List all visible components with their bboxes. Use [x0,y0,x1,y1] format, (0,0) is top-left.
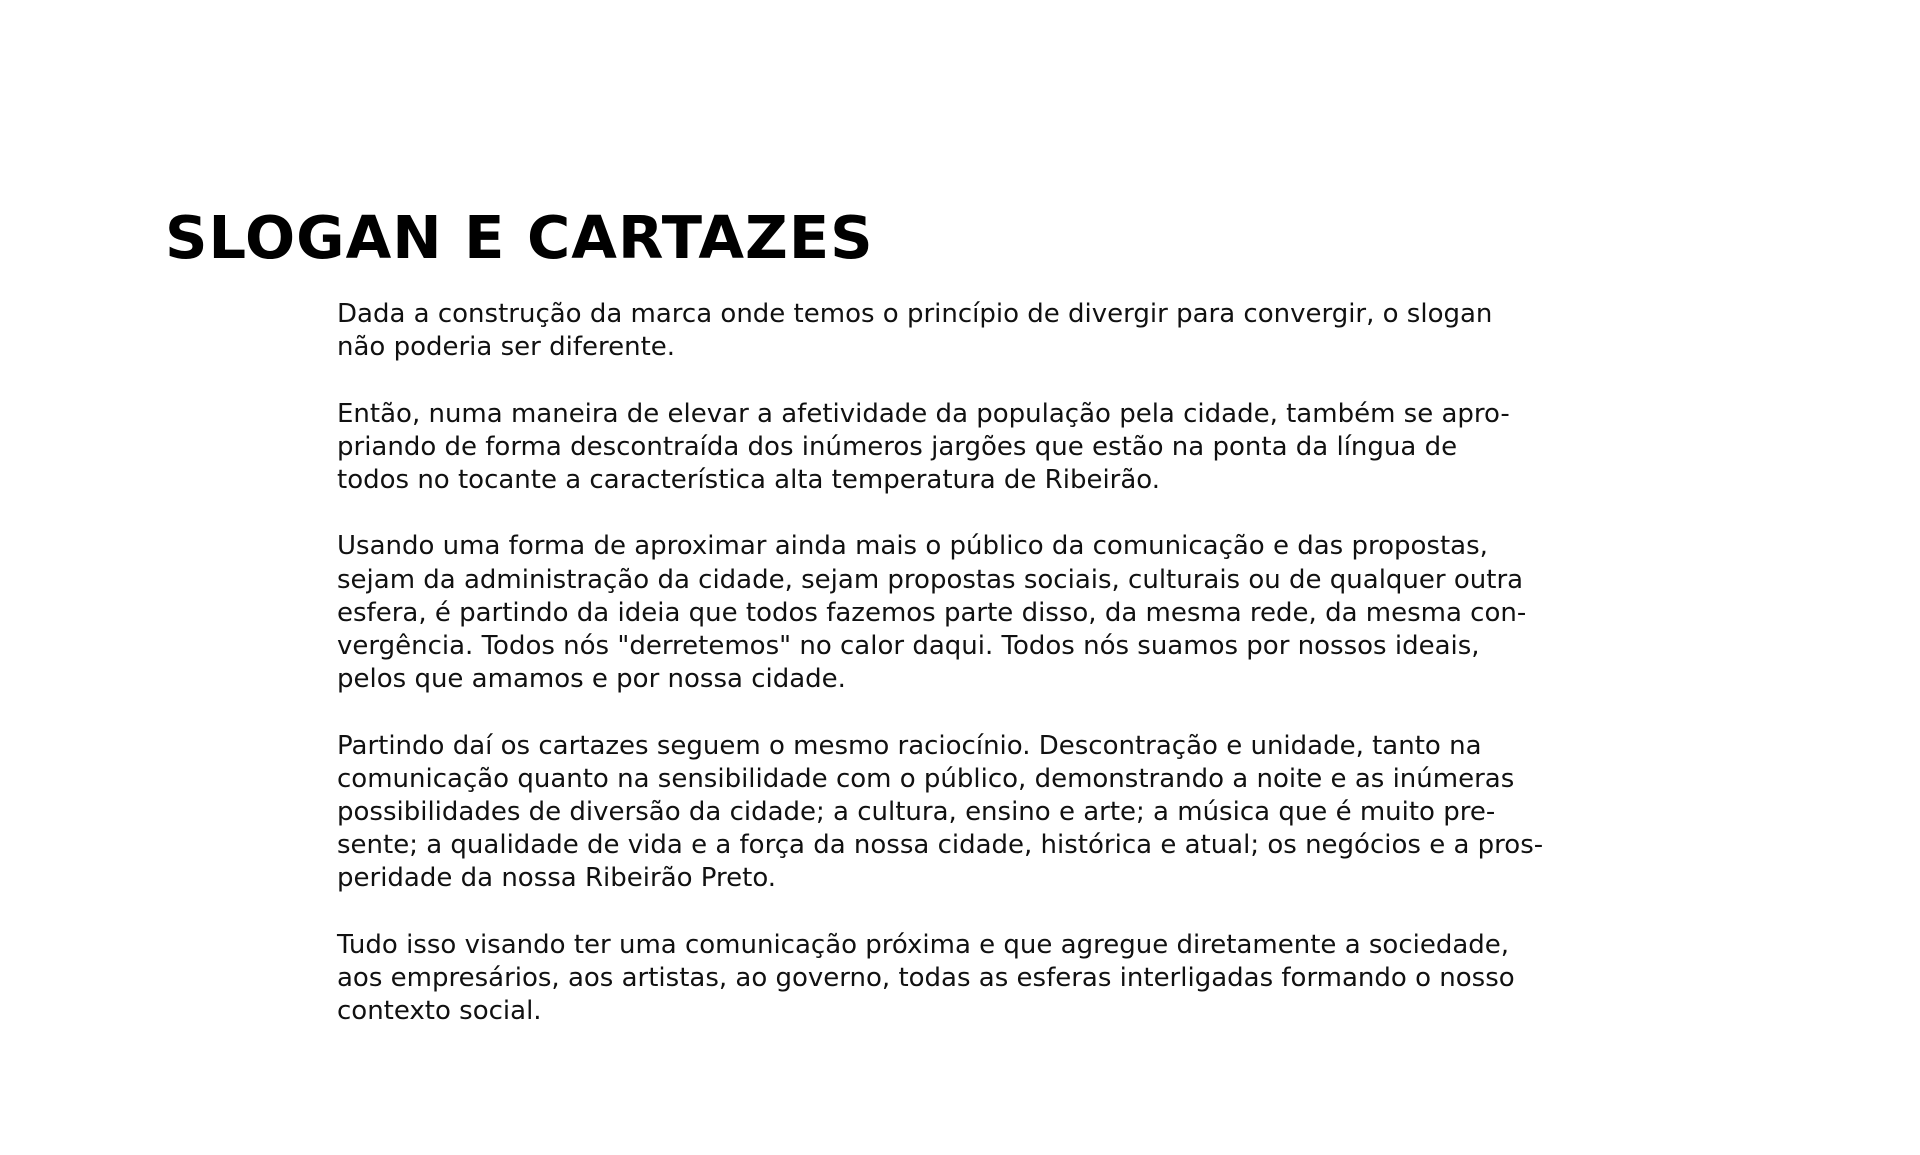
text-line: priando de forma descontraída dos inúmeros jargões que estão na ponta da língua de [337,431,1458,462]
paragraph-2 [337,398,1617,498]
text-line: sejam da administração da cidade, sejam propostas sociais, culturais ou de qualquer outra [337,564,1524,595]
text-line: pelos que amamos e por nossa cidade. [337,664,846,695]
text-line: vergência. Todos nós "derretemos" no calor daqui. Todos nós suamos por nossos ideais, [337,631,1480,661]
text-line: comunicação quanto na sensibilidade com o público, demonstrando a noite e as inúmeras [337,763,1515,794]
text-line: não poderia ser diferente. [337,332,676,363]
text-line: Dada a construção da marca onde temos o princípio de divergir para convergir, o slogan [337,299,1493,329]
text-line: contexto social. [337,996,542,1027]
page-title: SLOGAN E CARTAZES [165,203,874,272]
text-line: Partindo daí os cartazes seguem o mesmo raciocínio. Descontração e unidade, tanto na [337,730,1482,761]
text-line: Então, numa maneira de elevar a afetividade da população pela cidade, também se apro- [337,398,1510,429]
paragraph-4 [337,730,1617,896]
text-line: aos empresários, aos artistas, ao governo, todas as esferas interligadas formando o nosso [337,963,1515,993]
text-line: peridade da nossa Ribeirão Preto. [337,863,777,894]
paragraph-1 [337,298,1617,364]
text-line: esfera, é partindo da ideia que todos fazemos parte disso, da mesma rede, da mesma con- [337,597,1527,628]
text-line: possibilidades de diversão da cidade; a cultura, ensino e arte; a música que é muito pre- [337,797,1496,827]
paragraph-3 [337,530,1617,696]
text-line: Usando uma forma de aproximar ainda mais o público da comunicação e das propostas, [337,531,1488,562]
text-line: todos no tocante a característica alta temperatura de Ribeirão. [337,465,1160,495]
text-line: Tudo isso visando ter uma comunicação próxima e que agregue diretamente a sociedade, [337,929,1510,960]
paragraph-5 [337,929,1617,1029]
text-line: sente; a qualidade de vida e a força da nossa cidade, histórica e atual; os negócios e a pros- [337,830,1544,861]
body-text [337,298,1617,1062]
